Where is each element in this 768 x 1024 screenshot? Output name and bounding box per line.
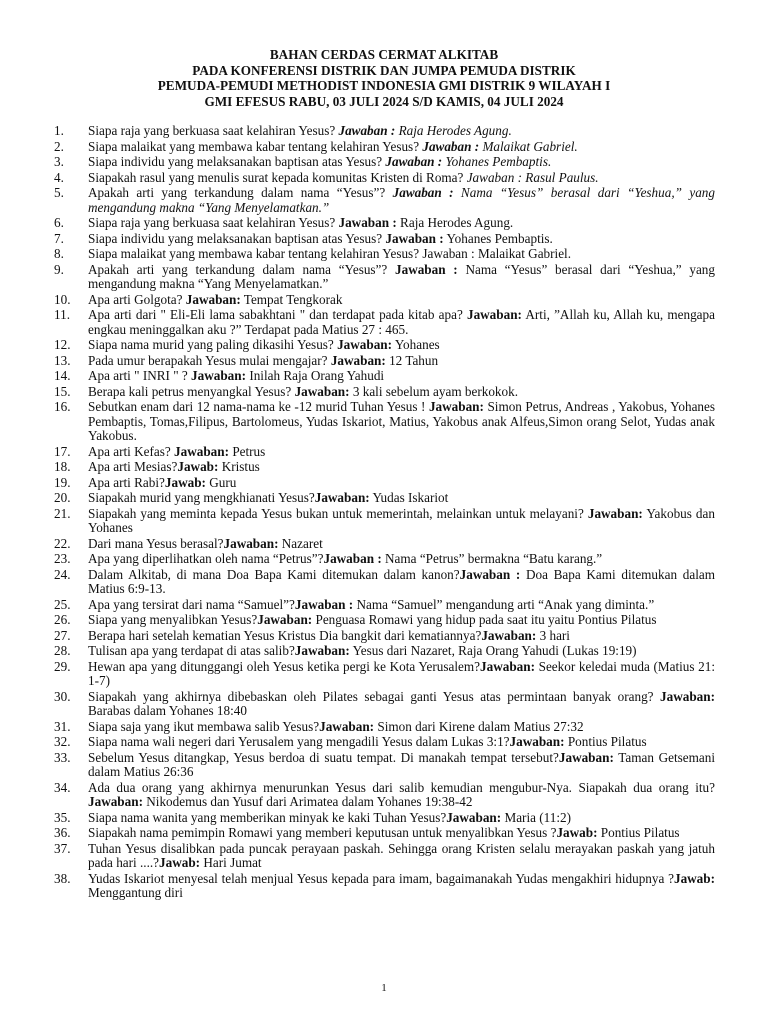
answer-label: Jawaban : [395,261,458,277]
question-prompt: Siapakah yang meminta kepada Yesus bukan untuk memerintah, melainkan untuk melayani? [88,505,588,521]
question-item [54,842,715,871]
answer-label: Jawab: [673,870,715,886]
question-number: 18. [54,459,71,474]
answer-text: Inilah Raja Orang Yahudi [246,368,385,383]
answer-label: Jawaban : [338,215,397,230]
answer-text: Raja Herodes Agung. [395,123,512,138]
answer-text: Hari Jumat [200,855,262,870]
answer-label: Jawaban : [422,138,480,154]
question-item [54,460,715,475]
page-number: 1 [381,982,387,994]
question-list [54,124,715,902]
question-number: 11. [54,307,70,322]
question-text [88,660,715,689]
question-item [54,537,715,552]
question-text [88,216,715,231]
answer-text: Yesus dari Nazaret, Raja Orang Yahudi (Lukas 19:19) [349,643,637,658]
answer-label: Jawaban: [509,734,565,749]
question-text [88,735,715,750]
answer-text: Simon Petrus, Andreas , Yakobus, Yohanes Pembaptis, Tomas,Filipus, Bartolomeus, Yudas Iskariot, Matius, Yakobus anak Alfeus,Simon orang Selot, Yudas anak Yakobus. [88,399,715,443]
question-prompt: Apa yang tersirat dari nama “Samuel”? [88,596,295,612]
question-prompt: Hewan apa yang ditunggangi oleh Yesus ketika pergi ke Kota Yerusalem? [88,658,481,674]
question-item [54,568,715,597]
answer-label: Jawaban : [459,566,521,582]
question-text [88,354,715,369]
answer-text: 12 Tahun [385,352,439,368]
question-text [88,751,715,780]
question-item [54,247,715,262]
question-number: 15. [54,383,71,399]
question-item [54,308,715,337]
question-number: 12. [54,337,71,352]
question-prompt: Tulisan apa yang terdapat di atas salib? [88,643,295,658]
answer-text: Nazaret [278,535,323,551]
question-number: 4. [54,169,64,185]
question-number: 22. [54,535,71,551]
question-item [54,644,715,659]
question-prompt: Siapakah rasul yang menulis surat kepada komunitas Kristen di Roma? [88,169,467,185]
question-number: 6. [54,215,64,230]
question-number: 14. [54,368,71,383]
answer-text: Nama “Yesus” berasal dari “Yeshua,” yang mengandung makna “Yang Menyelamatkan.” [88,261,715,291]
question-item [54,232,715,247]
question-item [54,507,715,536]
question-text [88,644,715,659]
question-prompt: Siapa individu yang melaksanakan baptisan atas Yesus? [88,230,386,246]
question-text [88,171,715,186]
question-text [88,872,715,901]
answer-text: Menggantung diri [88,885,183,900]
question-prompt: Berapa kali petrus menyangkal Yesus? [88,383,295,399]
question-prompt: Sebelum Yesus ditangkap, Yesus berdoa di suatu tempat. Di manakah tempat tersebut? [88,749,559,765]
answer-label: Jawaban: [446,809,502,825]
question-number: 8. [54,246,64,261]
question-text [88,247,715,262]
question-prompt: Apa arti Kefas? [88,443,175,459]
answer-label: Jawaban: [587,505,643,521]
answer-text: Penguasa Romawi yang hidup pada saat itu yaitu Pontius Pilatus [312,612,657,627]
question-text [88,811,715,826]
question-prompt: Apakah arti yang terkandung dalam nama “Yesus”? [88,185,393,200]
answer-text: Guru [205,474,237,490]
question-number: 32. [54,734,71,749]
question-number: 2. [54,138,64,154]
question-prompt: Siapakah yang akhirnya dibebaskan oleh Pilates sebagai ganti Yesus atas permintaan banyak orang? [88,688,661,704]
answer-text: Raja Herodes Agung. [396,215,514,230]
question-text [88,826,715,841]
question-item [54,369,715,384]
question-prompt: Siapa malaikat yang membawa kabar tentang kelahiran Yesus? [88,138,423,154]
question-prompt: Dari mana Yesus berasal? [88,535,224,551]
answer-label: Jawab: [177,459,219,474]
question-item [54,613,715,628]
question-number: 17. [54,443,71,459]
question-item [54,552,715,567]
answer-label: Jawaban: [185,291,241,307]
answer-label: Jawaban: [558,749,614,765]
answer-text: Maria (11:2) [501,809,571,825]
question-prompt: Tuhan Yesus disalibkan pada puncak perayaan paskah. Sehingga orang Kristen selalu merayakan paskah yang jatuh pada hari ....? [88,840,715,870]
answer-label: Jawaban: [223,535,279,551]
question-text [88,140,715,155]
question-item [54,155,715,170]
question-number: 10. [54,291,71,307]
question-prompt: Apa arti " INRI " ? [88,368,192,383]
question-item [54,263,715,292]
question-item [54,491,715,506]
question-text [88,568,715,597]
question-number: 35. [54,809,71,825]
question-item [54,124,715,139]
answer-label: Jawaban: [319,718,375,734]
question-item [54,385,715,400]
question-prompt: Siapa raja yang berkuasa saat kelahiran Yesus? [88,215,339,230]
question-item [54,445,715,460]
question-number: 34. [54,779,71,795]
question-text [88,232,715,247]
question-text [88,781,715,810]
question-number: 38. [54,870,71,886]
question-text [88,308,715,337]
question-number: 28. [54,643,71,658]
question-prompt: Sebutkan enam dari 12 nama-nama ke -12 murid Tuhan Yesus ! [88,399,429,414]
question-text [88,720,715,735]
question-item [54,751,715,780]
question-number: 31. [54,718,71,734]
answer-label: Jawaban : [294,596,354,612]
question-prompt: Siapakah murid yang mengkhianati Yesus? [88,490,315,505]
answer-label: Jawaban: [466,307,522,322]
answer-label: Jawaban: [294,383,350,399]
answer-label: Jawaban : [323,551,382,566]
question-item [54,720,715,735]
answer-label: Jawab: [164,474,206,490]
answer-label: Jawaban: [480,658,535,674]
question-number: 29. [54,658,71,674]
question-text [88,155,715,170]
answer-text: Yudas Iskariot [369,490,449,505]
question-prompt: Siapa nama murid yang paling dikasihi Yesus? [88,337,338,352]
question-item [54,293,715,308]
answer-text: Doa Bapa Kami ditemukan dalam Matius 6:9-13. [88,566,715,596]
answer-text: Nama “Petrus” bermakna “Batu karang.” [381,551,603,566]
question-text [88,613,715,628]
question-prompt: Apa arti Rabi? [88,474,165,490]
answer-label: Jawaban: [428,399,484,414]
answer-text: Taman Getsemani dalam Matius 26:36 [88,749,715,779]
question-text [88,338,715,353]
question-item [54,216,715,231]
question-prompt: Siapa nama wali negeri dari Yerusalem yang mengadili Yesus dalam Lukas 3:1? [88,734,510,749]
question-text [88,293,715,308]
answer-text: Tempat Tengkorak [240,291,343,307]
header-date: GMI EFESUS RABU, 03 JULI 2024 S/D KAMIS, 04 JULI 2024 [204,93,564,109]
question-text [88,842,715,871]
question-text [88,537,715,552]
question-text [88,552,715,567]
question-item [54,781,715,810]
question-number: 21. [54,505,71,521]
question-item [54,338,715,353]
answer-label: Jawaban: [314,490,370,505]
answer-label: Jawaban : [385,154,443,169]
answer-label: Jawaban : [338,123,396,138]
question-text [88,629,715,644]
question-text [88,186,715,215]
question-text [88,476,715,491]
question-number: 5. [54,185,64,200]
question-prompt: Apa arti Golgota? [88,291,186,307]
question-item [54,186,715,215]
answer-text: Pontius Pilatus [564,734,647,749]
question-text [88,690,715,719]
question-number: 30. [54,688,71,704]
question-number: 20. [54,490,71,505]
answer-label: Jawab: [159,855,201,870]
question-prompt: Dalam Alkitab, di mana Doa Bapa Kami ditemukan dalam kanon? [88,566,460,582]
question-prompt: Siapa raja yang berkuasa saat kelahiran Yesus? [88,123,339,138]
question-text [88,491,715,506]
answer-label: Jawaban: [660,688,715,704]
question-item [54,735,715,750]
question-number: 27. [54,627,71,643]
question-item [54,140,715,155]
question-item [54,872,715,901]
question-item [54,811,715,826]
question-item [54,660,715,689]
question-number: 37. [54,840,71,856]
question-item [54,598,715,613]
answer-text: 3 kali sebelum ayam berkokok. [349,383,518,399]
answer-text: Seekor keledai muda (Matius 21: 1-7) [88,658,715,688]
answer-label: Jawaban : [385,230,444,246]
question-prompt: Ada dua orang yang akhirnya menurunkan Yesus dari salib kemudian mengubur-Nya. Siapakah dua orang itu? [88,779,715,795]
question-prompt: Apa yang diperlihatkan oleh nama “Petrus”? [88,551,324,566]
header-subtitle: PADA KONFERENSI DISTRIK DAN JUMPA PEMUDA DISTRIK [192,62,576,78]
answer-text: Yohanes Pembaptis. [442,154,552,169]
question-number: 33. [54,749,71,765]
question-number: 36. [54,825,71,840]
answer-text: Barabas dalam Yohanes 18:40 [88,703,247,718]
question-item [54,171,715,186]
header-title: BAHAN CERDAS CERMAT ALKITAB [269,47,499,62]
question-prompt: Siapakah nama pemimpin Romawi yang memberi keputusan untuk menyalibkan Yesus ? [88,825,557,840]
question-number: 19. [54,474,71,490]
question-item [54,476,715,491]
question-prompt: Pada umur berapakah Yesus mulai mengajar? [88,352,331,368]
question-text [88,460,715,475]
answer-text: Jawaban : Rasul Paulus. [466,169,599,185]
question-text [88,369,715,384]
answer-label: Jawaban: [337,337,393,352]
answer-text: Yohanes Pembaptis. [443,230,553,246]
question-prompt: Apa arti Mesias? [88,459,178,474]
question-prompt: Berapa hari setelah kematian Yesus Kristus Dia bangkit dari kematiannya? [88,627,482,643]
question-number: 7. [54,230,64,246]
question-item [54,400,715,444]
question-number: 3. [54,154,64,169]
question-item [54,354,715,369]
question-number: 9. [54,261,64,277]
question-text [88,124,715,139]
question-prompt: Siapa malaikat yang membawa kabar tentang kelahiran Yesus? Jawaban : Malaikat Gabriel. [88,246,572,261]
question-prompt: Siapa nama wanita yang memberikan minyak ke kaki Tuhan Yesus? [88,809,447,825]
question-text [88,598,715,613]
question-text [88,400,715,444]
question-number: 25. [54,596,71,612]
question-number: 13. [54,352,71,368]
answer-label: Jawaban: [191,368,247,383]
question-number: 24. [54,566,71,582]
answer-text: Pontius Pilatus [597,825,680,840]
question-prompt: Siapa individu yang melaksanakan baptisan atas Yesus? [88,154,386,169]
question-prompt: Apakah arti yang terkandung dalam nama “Yesus”? [88,261,395,277]
question-number: 1. [54,123,64,138]
question-text [88,445,715,460]
answer-text: Yohanes [392,337,440,352]
answer-label: Jawaban : [392,185,454,200]
question-item [54,826,715,841]
answer-label: Jawaban: [174,443,230,459]
question-prompt: Siapa saja yang ikut membawa salib Yesus? [88,718,320,734]
question-item [54,690,715,719]
question-number: 16. [54,399,71,414]
answer-label: Jawab: [556,825,598,840]
answer-text: Kristus [218,459,260,474]
answer-text: Nama “Samuel” mengandung arti “Anak yang diminta.” [353,596,655,612]
answer-text: 3 hari [536,627,570,643]
answer-label: Jawaban: [481,627,537,643]
document-header [0,47,768,109]
question-item [54,629,715,644]
question-text [88,507,715,536]
question-text [88,385,715,400]
answer-text: Malaikat Gabriel. [479,138,578,154]
answer-label: Jawaban: [88,794,143,809]
answer-label: Jawaban: [330,352,386,368]
answer-text: Nikodemus dan Yusuf dari Arimatea dalam Yohanes 19:38-42 [142,794,473,809]
question-number: 23. [54,551,71,566]
question-prompt: Yudas Iskariot menyesal telah menjual Yesus kepada para imam, bagaimanakah Yudas mengakhiri hidupnya ? [88,870,674,886]
question-prompt: Apa arti dari " Eli-Eli lama sabakhtani " dan terdapat pada kitab apa? [88,307,467,322]
question-prompt: Siapa yang menyalibkan Yesus? [88,612,258,627]
answer-text: Simon dari Kirene dalam Matius 27:32 [374,718,584,734]
answer-text: Nama “Yesus” berasal dari “Yeshua,” yang mengandung makna “Yang Menyelamatkan.” [88,185,715,215]
answer-text: Yakobus dan Yohanes [88,505,715,535]
answer-text: Arti, ”Allah ku, Allah ku, mengapa engkau meninggalkan aku ?” Terdapat pada Matius 27 : 465. [88,307,715,337]
question-number: 26. [54,612,71,627]
answer-text: Petrus [229,443,266,459]
answer-label: Jawaban: [294,643,350,658]
answer-label: Jawaban: [257,612,313,627]
question-text [88,263,715,292]
header-organization: PEMUDA-PEMUDI METHODIST INDONESIA GMI DISTRIK 9 WILAYAH I [157,78,611,94]
